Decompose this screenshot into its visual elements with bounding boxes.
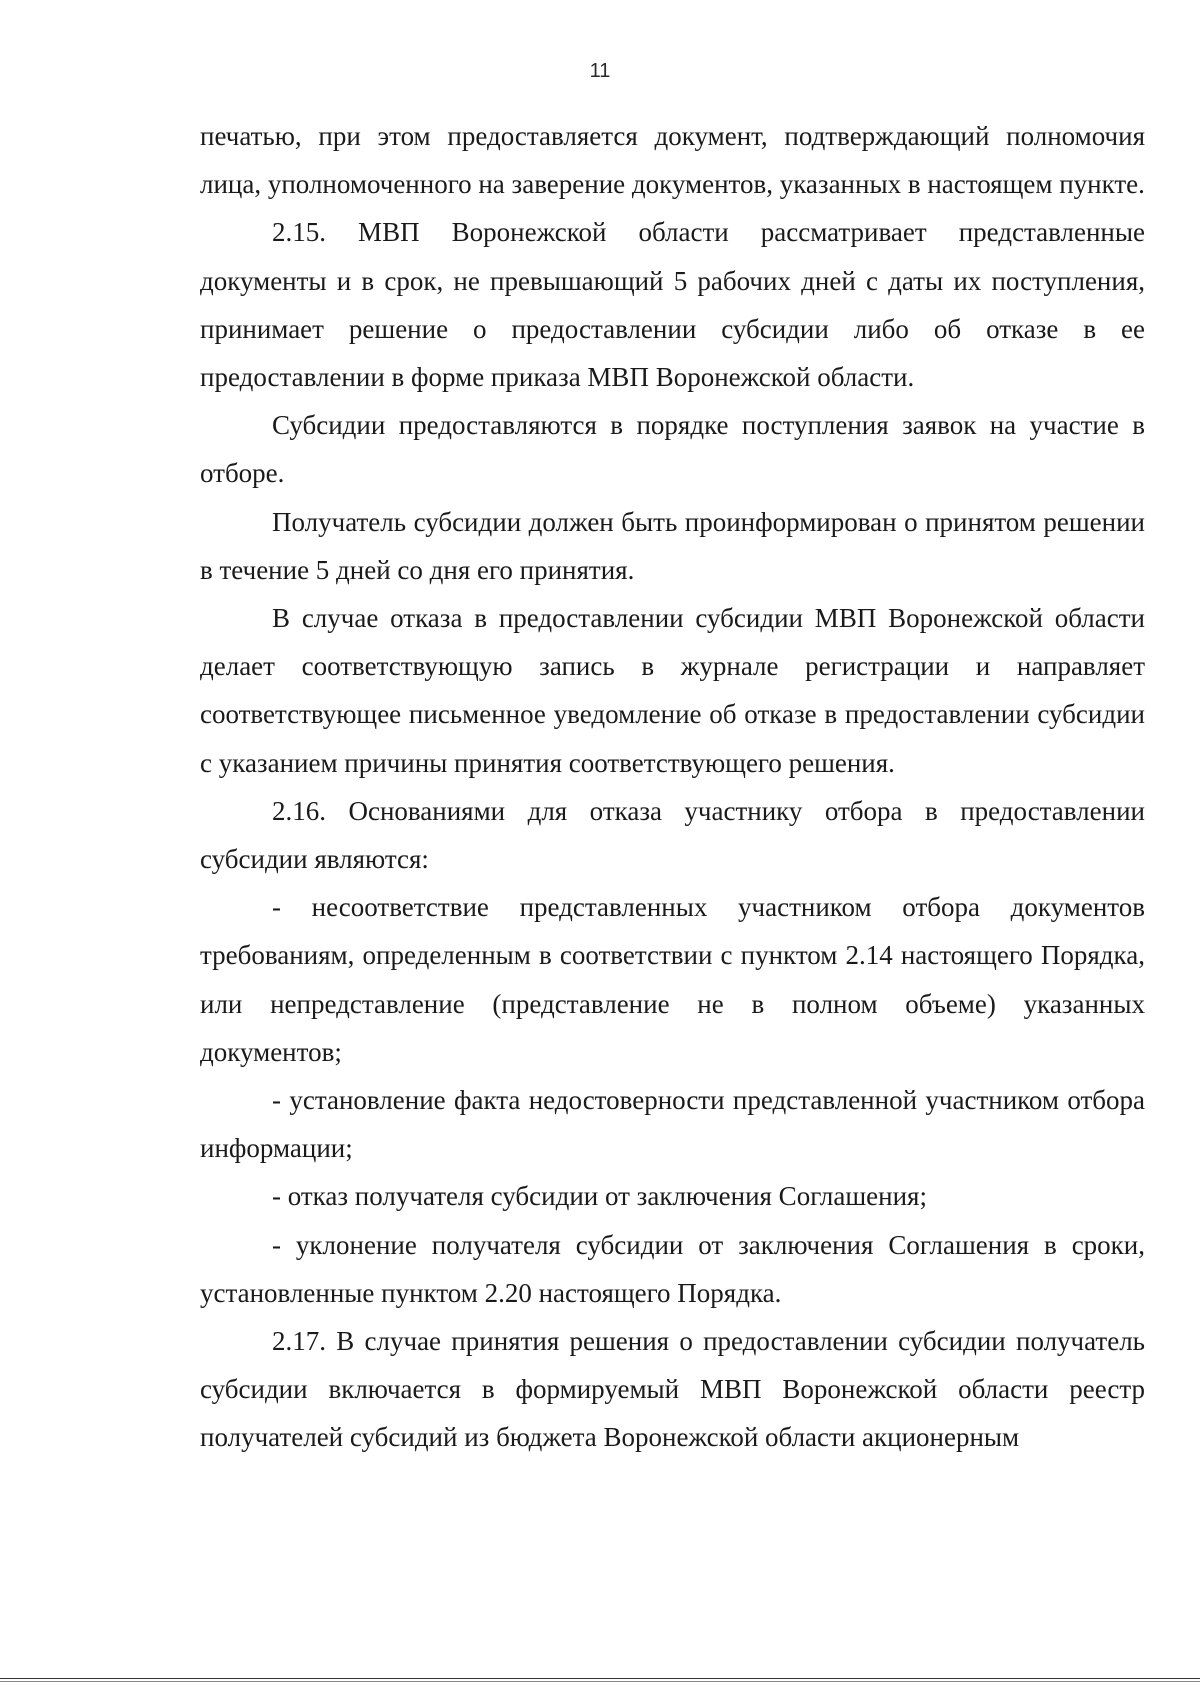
- paragraph-2-15: 2.15. МВП Воронежской области рассматривает представленные документы и в срок, не превышающий 5 рабочих дней с даты их поступления, принимает решение о предоставлении субсидии либо об отказе в ее предоставлении в форме приказа МВП Воронежской области.: [200, 217, 1145, 393]
- list-item-agreement-refusal: - отказ получателя субсидии от заключения Соглашения;: [272, 1181, 927, 1212]
- paragraph-subsidy-order: Субсидии предоставляются в порядке поступления заявок на участие в отборе.: [200, 410, 1145, 489]
- scan-bottom-edge: [0, 1678, 1200, 1679]
- list-item-noncompliance: - несоответствие представленных участником отбора документов требованиям, определенным в соответствии с пунктом 2.14 настоящего Порядка, или непредставление (представление не в полном объеме) указанных документов;: [200, 892, 1145, 1067]
- paragraph-continuation: печатью, при этом предоставляется документ, подтверждающий полномочия лица, уполномоченного на заверение документов, указанных в настоящем пункте.: [200, 121, 1145, 200]
- scan-bottom-edge-shadow: [0, 1681, 1200, 1682]
- paragraph-recipient-notice: Получатель субсидии должен быть проинформирован о принятом решении в течение 5 дней со дня его принятия.: [200, 506, 1145, 585]
- paragraph-refusal-record: В случае отказа в предоставлении субсидии МВП Воронежской области делает соответствующую запись в журнале регистрации и направляет соответствующее письменное уведомление об отказе в предоставлении субсидии с указанием причины принятия соответствующего решения.: [200, 603, 1145, 778]
- list-item-agreement-evasion: - уклонение получателя субсидии от заключения Соглашения в сроки, установленные пунктом 2.20 настоящего Порядка.: [200, 1229, 1145, 1308]
- list-item-unreliable-info: - установление факта недостоверности представленной участником отбора информации;: [200, 1085, 1145, 1164]
- document-body: [200, 112, 1145, 1462]
- paragraph-2-17: 2.17. В случае принятия решения о предоставлении субсидии получатель субсидии включается в формируемый МВП Воронежской области реестр получателей субсидий из бюджета Воронежской области акционерным: [200, 1326, 1145, 1453]
- page-number: 11: [589, 60, 611, 82]
- paragraph-2-16: 2.16. Основаниями для отказа участнику отбора в предоставлении субсидии являются:: [200, 795, 1145, 875]
